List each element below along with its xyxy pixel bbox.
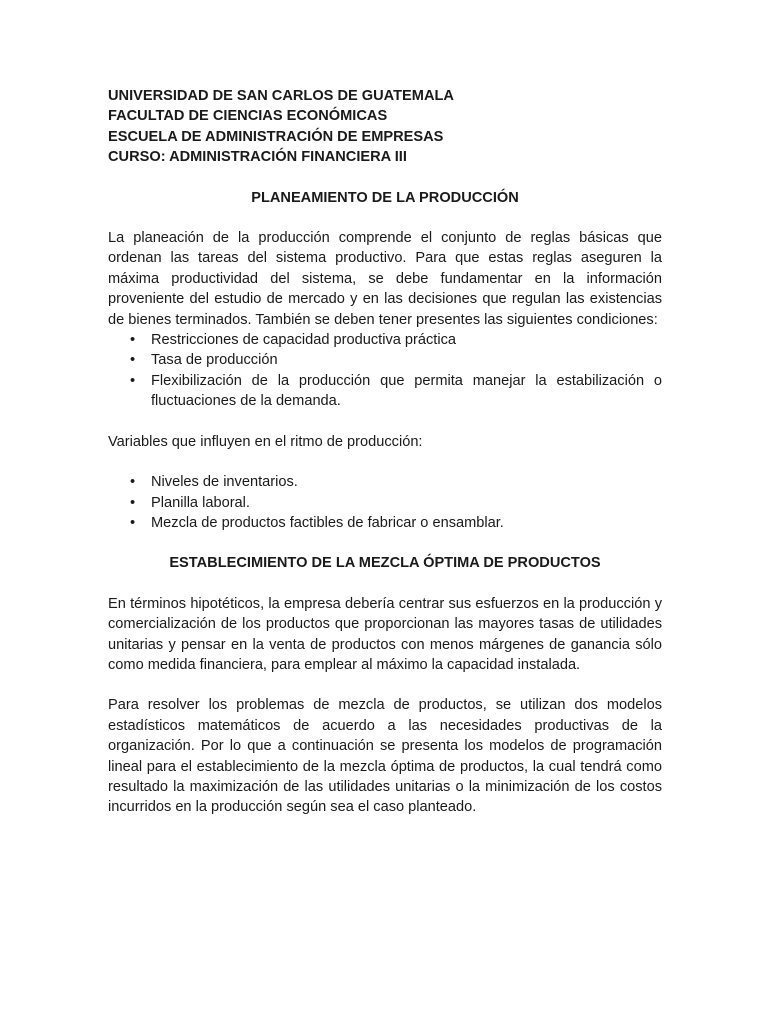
list-item-text: Flexibilización de la producción que permita manejar la estabilización o fluctuaciones de la demanda. [151,372,662,410]
bullet-icon: • [130,372,136,389]
list-item [108,513,662,533]
bullet-icon: • [130,332,136,349]
bullet-icon: • [130,352,136,369]
list-item [108,330,662,350]
bullet-icon: • [130,474,136,491]
document-header [108,86,662,168]
section-title-planeamiento: PLANEAMIENTO DE LA PRODUCCIÓN [251,189,519,206]
school-name: ESCUELA DE ADMINISTRACIÓN DE EMPRESAS [108,128,444,145]
document-page [108,86,662,818]
list-item-text: Restricciones de capacidad productiva práctica [151,332,457,349]
mezcla-paragraph-1: En términos hipotéticos, la empresa debería centrar sus esfuerzos en la producción y comercialización de los productos que proporcionan las mayores tasas de utilidades unitarias y pensar en la venta de productos con menos márgenes de ganancia sólo como medida financiera, para emplear al máximo la capacidad instalada. [108,595,662,673]
bullet-icon: • [130,494,136,511]
university-name: UNIVERSIDAD DE SAN CARLOS DE GUATEMALA [108,88,454,104]
list-item [108,350,662,370]
list-item [108,472,662,492]
list-item [108,493,662,513]
section-title-mezcla: ESTABLECIMIENTO DE LA MEZCLA ÓPTIMA DE PRODUCTOS [169,555,601,572]
list-item-text: Planilla laboral. [151,494,250,511]
list-item-text: Mezcla de productos factibles de fabricar o ensamblar. [151,514,504,531]
list-item-text: Niveles de inventarios. [151,474,298,491]
intro-paragraph: La planeación de la producción comprende el conjunto de reglas básicas que ordenan las tareas del sistema productivo. Para que estas reglas aseguren la máxima productividad del sistema, se debe fundamentar en la información proveniente del estudio de mercado y en las decisiones que regulan las existencias de bienes terminados. También se deben tener presentes las siguientes condiciones: [108,230,662,328]
conditions-list [108,330,662,412]
variables-list [108,472,662,533]
variables-intro: Variables que influyen en el ritmo de producción: [108,433,423,450]
faculty-name: FACULTAD DE CIENCIAS ECONÓMICAS [108,108,388,125]
list-item [108,371,662,412]
list-item-text: Tasa de producción [151,352,278,369]
mezcla-paragraph-2: Para resolver los problemas de mezcla de productos, se utilizan dos modelos estadísticos matemáticos de acuerdo a las necesidades productivas de la organización. Por lo que a continuación se presenta los modelos de programación lineal para el establecimiento de la mezcla óptima de productos, la cual tendrá como resultado la maximización de las utilidades unitarias o la minimización de los costos incurridos en la producción según sea el caso planteado. [108,697,662,816]
bullet-icon: • [130,514,136,531]
course-name: CURSO: ADMINISTRACIÓN FINANCIERA III [108,149,407,166]
